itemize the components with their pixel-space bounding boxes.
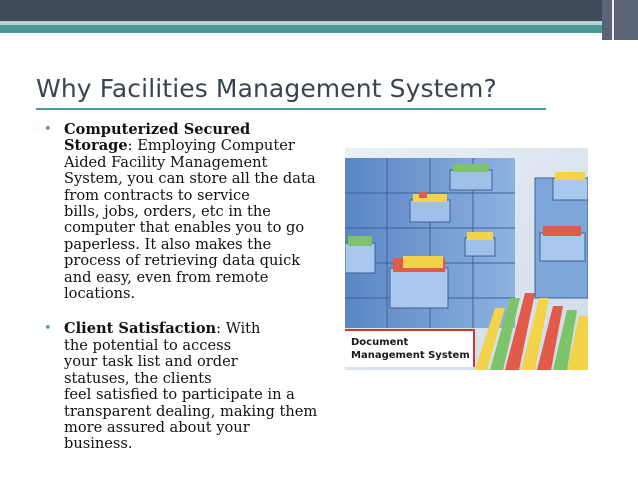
corner-line-decoration	[612, 0, 614, 46]
bullet-list	[44, 122, 334, 453]
bullet-client-satisfaction	[44, 321, 334, 452]
corner-decoration	[602, 0, 638, 40]
slide-title: Why Facilities Management System?	[36, 74, 497, 103]
bullet-text: : Employing Computer Aided Facility Management System, you can store all the data from contracts to service bills, jobs, orders, etc in the computer that enables you to go paperless. It also makes the process of retrieving data quick and easy, even from remote locations.	[64, 137, 316, 303]
bullet-heading: Client Satisfaction	[64, 320, 217, 338]
bullet-heading: Computerized Secured Storage	[64, 121, 251, 155]
bullet-dot-icon: •	[44, 122, 52, 137]
bullet-dot-icon: •	[44, 321, 52, 337]
bullet-text: : With the potential to access your task list and order statuses, the clients feel satisfied to participate in a transparent dealing, making them more assured about your business.	[64, 320, 318, 453]
image-caption-box	[345, 329, 475, 367]
document-management-photo	[345, 148, 588, 370]
bullet-computerized-storage	[44, 122, 334, 302]
image-caption: Document Management System	[351, 337, 470, 361]
top-band	[0, 0, 638, 21]
top-band-accent	[0, 25, 638, 33]
title-underline	[36, 108, 546, 110]
